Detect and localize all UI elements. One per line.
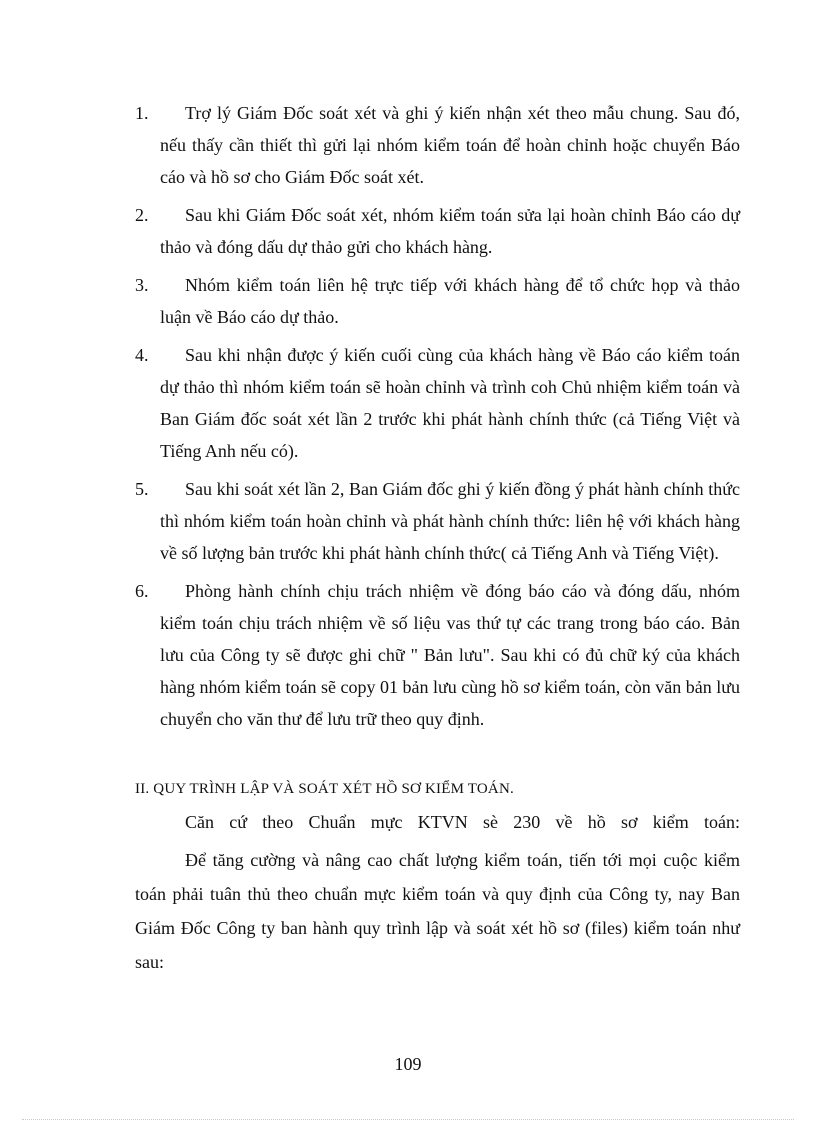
step-number: 4. bbox=[135, 345, 149, 365]
list-item bbox=[135, 269, 740, 333]
procedure-steps-list bbox=[135, 97, 740, 741]
step-text: Phòng hành chính chịu trách nhiệm về đóng báo cáo và đóng dấu, nhóm kiểm toán chịu trách nhiệm về số liệu vas thứ tự các trang trong báo cáo. Bản lưu của Công ty sẽ được ghi chữ " Bản lưu". Sau khi có đủ chữ ký của khách hàng nhóm kiểm toán sẽ copy 01 bản lưu cùng hồ sơ kiểm toán, còn văn bản lưu chuyển cho văn thư để lưu trữ theo quy định. bbox=[160, 581, 740, 729]
step-number: 6. bbox=[135, 581, 149, 601]
step-text: Sau khi Giám Đốc soát xét, nhóm kiểm toán sửa lại hoàn chỉnh Báo cáo dự thảo và đóng dấu dự thảo gửi cho khách hàng. bbox=[160, 205, 740, 257]
step-text: Nhóm kiểm toán liên hệ trực tiếp với khách hàng để tổ chức họp và thảo luận về Báo cáo dự thảo. bbox=[160, 275, 740, 327]
basis-paragraph: Căn cứ theo Chuẩn mực KTVN sè 230 về hồ sơ kiểm toán: bbox=[185, 812, 740, 832]
list-item bbox=[135, 199, 740, 263]
main-paragraph: Để tăng cường và nâng cao chất lượng kiểm toán, tiến tới mọi cuộc kiểm toán phải tuân thủ theo chuẩn mực kiểm toán và quy định của Công ty, nay Ban Giám Đốc Công ty ban hành quy trình lập và soát xét hồ sơ (files) kiểm toán như sau: bbox=[135, 850, 740, 972]
step-number: 5. bbox=[135, 479, 149, 499]
page-bottom-divider bbox=[22, 1119, 794, 1120]
step-number: 3. bbox=[135, 275, 149, 295]
list-item bbox=[135, 339, 740, 467]
step-text: Sau khi soát xét lần 2, Ban Giám đốc ghi ý kiến đồng ý phát hành chính thức thì nhóm kiểm toán hoàn chỉnh và phát hành chính thức: liên hệ với khách hàng về số lượng bản trước khi phát hành chính thức( cả Tiếng Anh và Tiếng Việt). bbox=[160, 479, 740, 563]
list-item bbox=[135, 575, 740, 735]
list-item bbox=[135, 473, 740, 569]
step-text: Trợ lý Giám Đốc soát xét và ghi ý kiến nhận xét theo mẫu chung. Sau đó, nếu thấy cần thiết thì gửi lại nhóm kiểm toán để hoàn chỉnh hoặc chuyển Báo cáo và hồ sơ cho Giám Đốc soát xét. bbox=[160, 103, 740, 187]
list-item bbox=[135, 97, 740, 193]
step-number: 1. bbox=[135, 103, 149, 123]
step-text: Sau khi nhận được ý kiến cuối cùng của khách hàng về Báo cáo kiểm toán dự thảo thì nhóm kiểm toán sẽ hoàn chỉnh và trình coh Chủ nhiệm kiểm toán và Ban Giám đốc soát xét lần 2 trước khi phát hành chính thức (cả Tiếng Việt và Tiếng Anh nếu có). bbox=[160, 345, 740, 461]
section-heading: II. QUY TRÌNH LẬP VÀ SOÁT XÉT HỒ SƠ KIỂM TOÁN. bbox=[135, 781, 514, 797]
step-number: 2. bbox=[135, 205, 149, 225]
page-number: 109 bbox=[394, 1054, 422, 1074]
